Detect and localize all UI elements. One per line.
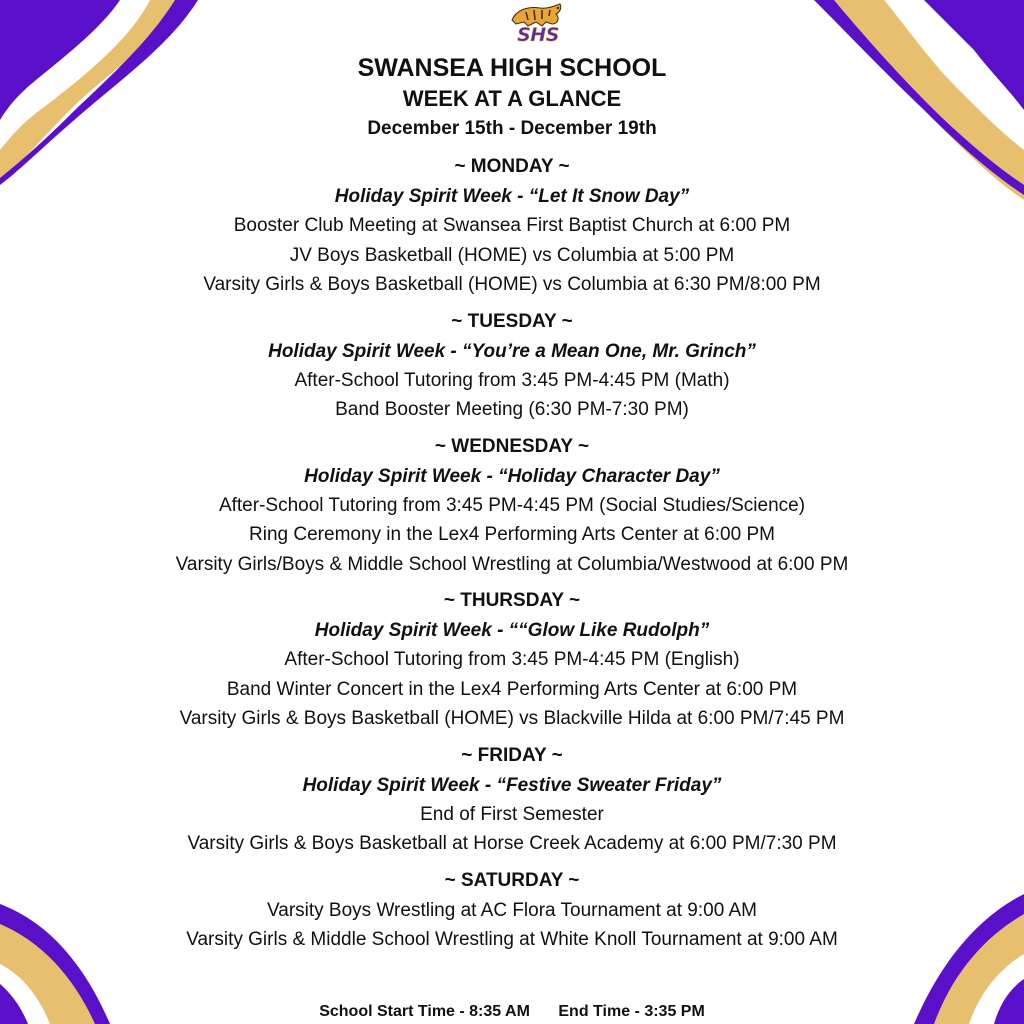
- page-title: SWANSEA HIGH SCHOOL: [357, 54, 667, 82]
- event-item: Booster Club Meeting at Swansea First Baptist Church at 6:00 PM: [233, 215, 791, 236]
- day-section-monday: [0, 152, 1024, 300]
- day-heading: ~ TUESDAY ~: [451, 310, 573, 332]
- page-subtitle: WEEK AT A GLANCE: [402, 86, 622, 111]
- school-hours-footer: [0, 1000, 1024, 1024]
- school-logo: [506, 0, 570, 50]
- event-item: Varsity Boys Wrestling at AC Flora Tournament at 9:00 AM: [267, 899, 757, 921]
- event-item: After-School Tutoring from 3:45 PM-4:45 PM (Math): [294, 369, 730, 391]
- event-item: After-School Tutoring from 3:45 PM-4:45 PM (English): [284, 649, 740, 670]
- event-item: Varsity Girls & Boys Basketball (HOME) vs Columbia at 6:30 PM/8:00 PM: [203, 274, 821, 295]
- day-heading: ~ WEDNESDAY ~: [434, 435, 590, 457]
- event-item: Varsity Girls/Boys & Middle School Wrestling at Columbia/Westwood at 6:00 PM: [175, 553, 849, 575]
- day-section-wednesday: [0, 432, 1024, 580]
- event-item: Ring Ceremony in the Lex4 Performing Arts Center at 6:00 PM: [249, 524, 775, 545]
- spirit-theme: Holiday Spirit Week - “Let It Snow Day”: [334, 186, 690, 207]
- school-start-time: School Start Time - 8:35 AM: [319, 1003, 530, 1020]
- day-heading: ~ FRIDAY ~: [461, 744, 563, 766]
- flyer-content: [0, 52, 1024, 962]
- spirit-theme: Holiday Spirit Week - “Festive Sweater Friday”: [302, 774, 722, 796]
- logo-text: SHS: [517, 24, 559, 46]
- day-heading: ~ SATURDAY ~: [444, 869, 580, 891]
- day-section-tuesday: [0, 307, 1024, 425]
- spirit-theme: Holiday Spirit Week - “You’re a Mean One, Mr. Grinch”: [268, 340, 756, 362]
- school-end-time: End Time - 3:35 PM: [558, 1003, 705, 1020]
- event-item: Band Booster Meeting (6:30 PM-7:30 PM): [335, 399, 689, 420]
- day-section-friday: [0, 741, 1024, 859]
- day-heading: ~ MONDAY ~: [454, 156, 570, 177]
- event-item: JV Boys Basketball (HOME) vs Columbia at 5:00 PM: [289, 244, 735, 266]
- day-section-saturday: [0, 866, 1024, 955]
- date-range: December 15th - December 19th: [367, 118, 657, 139]
- event-item: Varsity Girls & Middle School Wrestling at White Knoll Tournament at 9:00 AM: [186, 929, 838, 950]
- event-item: Varsity Girls & Boys Basketball (HOME) vs Blackville Hilda at 6:00 PM/7:45 PM: [179, 708, 845, 729]
- day-section-thursday: [0, 586, 1024, 734]
- spirit-theme: Holiday Spirit Week - ““Glow Like Rudolph”: [314, 620, 710, 641]
- event-item: Varsity Girls & Boys Basketball at Horse Creek Academy at 6:00 PM/7:30 PM: [187, 833, 837, 854]
- event-item: Band Winter Concert in the Lex4 Performing Arts Center at 6:00 PM: [226, 678, 798, 700]
- event-item: End of First Semester: [420, 803, 604, 825]
- day-heading: ~ THURSDAY ~: [443, 590, 581, 611]
- spirit-theme: Holiday Spirit Week - “Holiday Character Day”: [304, 465, 720, 487]
- event-item: After-School Tutoring from 3:45 PM-4:45 PM (Social Studies/Science): [218, 494, 806, 516]
